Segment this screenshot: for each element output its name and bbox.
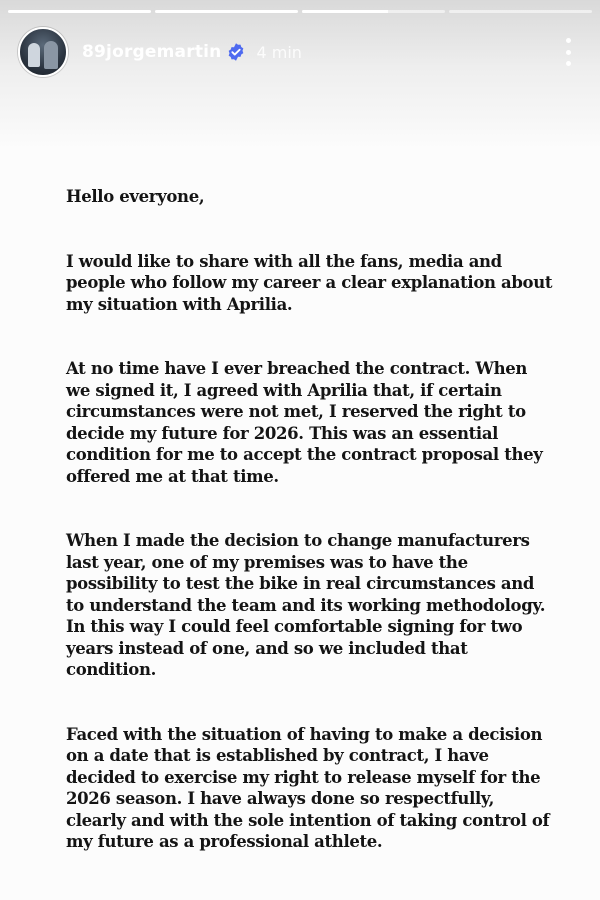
letter-paragraph: I would like to share with all the fans, media and people who follow my career a clear explanation about my situation with Aprilia. xyxy=(66,251,553,314)
progress-segment xyxy=(449,10,592,13)
verified-badge-icon xyxy=(226,42,246,62)
statement-letter xyxy=(66,186,556,853)
letter-paragraph: Faced with the situation of having to make a decision on a date that is established by contract, I have decided to exercise my right to release myself for the 2026 season. I have always done so respectfully, clearly and with the sole intention of taking control of my future as a professional athlete. xyxy=(66,724,550,851)
progress-segment xyxy=(302,10,445,13)
progress-segment xyxy=(8,10,151,13)
letter-paragraph: When I made the decision to change manufacturers last year, one of my premises was to have the possibility to test the bike in real circumstances and to understand the team and its working methodology. In this way I could feel comfortable signing for two years instead of one, and so we included that condition. xyxy=(66,531,546,679)
progress-segment xyxy=(155,10,298,13)
username[interactable]: 89jorgemartin xyxy=(82,42,222,62)
letter-paragraph: At no time have I ever breached the contract. When we signed it, I agreed with Aprilia that, if certain circumstances were not met, I reserved the right to decide my future for 2026. This was an essential condition for me to accept the contract proposal they offered me at that time. xyxy=(66,359,543,486)
more-vertical-icon[interactable] xyxy=(558,38,578,66)
letter-greeting: Hello everyone, xyxy=(66,187,205,206)
story-progress-bars xyxy=(8,10,592,13)
avatar[interactable] xyxy=(18,27,68,77)
post-timestamp: 4 min xyxy=(256,42,302,62)
story-header xyxy=(18,26,582,78)
